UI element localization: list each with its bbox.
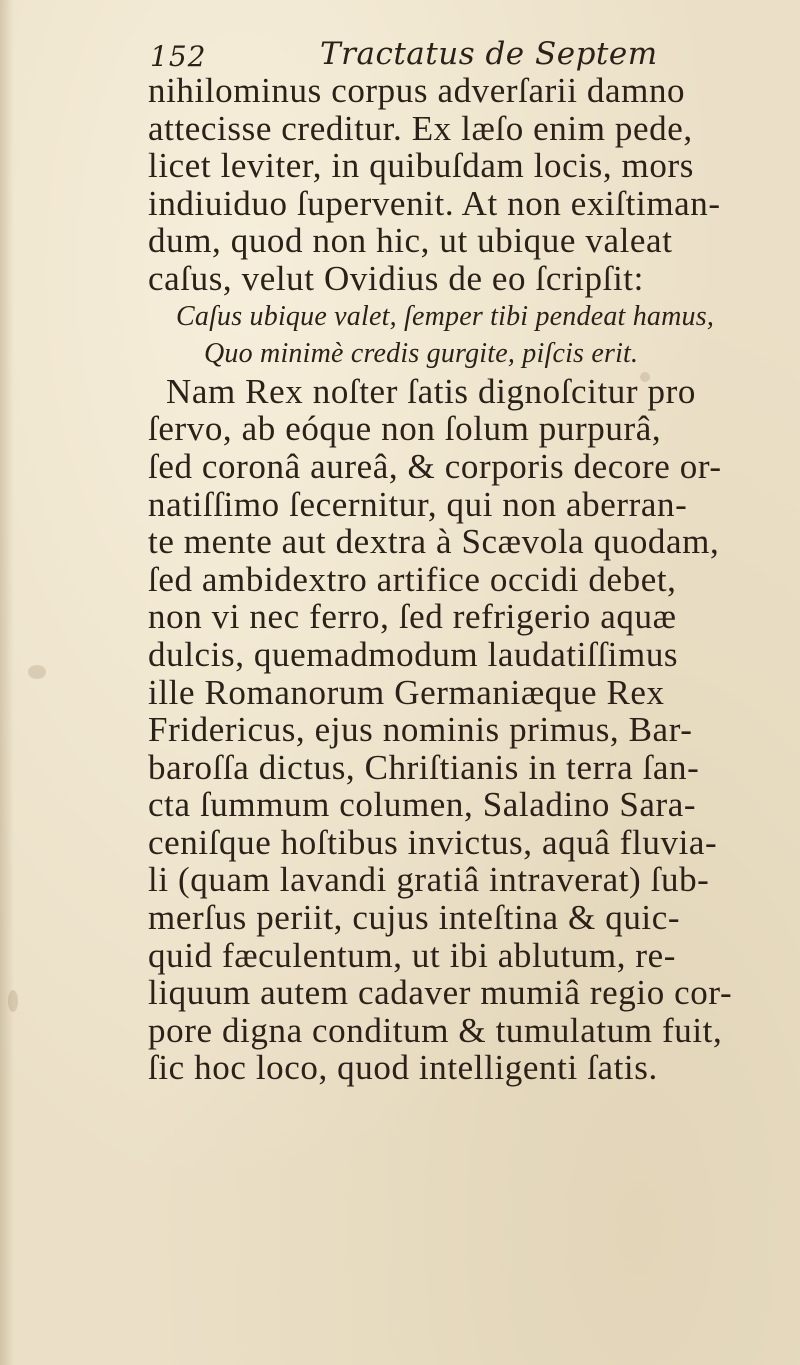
- ink-blot: [28, 665, 46, 679]
- text-line: ceniſque hoſtibus invictus, aquâ fluvia-: [148, 822, 718, 862]
- text-line: ſic hoc loco, quod intelligenti ſatis.: [148, 1048, 658, 1088]
- text-line: licet leviter, in quibuſdam locis, mors: [148, 146, 694, 186]
- ink-blot: [8, 990, 18, 1012]
- text-line: ille Romanorum Germaniæque Rex: [148, 672, 665, 712]
- text-line: dulcis, quemadmodum laudatiſſimus: [148, 634, 679, 674]
- text-line: Fridericus, ejus nominis primus, Bar-: [148, 710, 693, 750]
- text-line: ſed coronâ aureâ, & corporis decore or-: [148, 446, 722, 486]
- running-title: Tractatus de Septem: [320, 36, 658, 72]
- text-line: attecisse creditur. Ex læſo enim pede,: [148, 108, 693, 148]
- page-edge-shadow: [0, 0, 14, 1365]
- ink-blot: [640, 372, 650, 382]
- text-line: Nam Rex noſter ſatis dignoſcitur pro: [166, 371, 696, 411]
- text-line: nihilominus corpus adverſarii damno: [148, 71, 686, 110]
- text-line: li (quam lavandi gratiâ intraverat) ſub-: [148, 860, 710, 900]
- text-line: natiſſimo ſecernitur, qui non aberran-: [148, 484, 688, 524]
- text-line: te mente aut dextra à Scævola quodam,: [148, 522, 720, 562]
- text-line: caſus, velut Ovidius de eo ſcripſit:: [148, 258, 644, 298]
- text-line: non vi nec ferro, ſed refrigerio aquæ: [148, 597, 677, 637]
- verse-line: Caſus ubique valet, ſemper tibi pendeat hamus,: [176, 300, 715, 332]
- text-line: cta ſummum columen, Saladino Sara-: [148, 785, 697, 825]
- text-line: ſed ambidextro artifice occidi debet,: [148, 559, 677, 599]
- text-line: baroſſa dictus, Chriſtianis in terra ſan-: [148, 747, 700, 787]
- text-line: [148, 1125, 778, 1163]
- text-line: ſervo, ab eóque non ſolum purpurâ,: [148, 409, 662, 449]
- text-line: [148, 1087, 778, 1125]
- body-text: [148, 72, 778, 1162]
- page-number: 152: [150, 40, 207, 73]
- verse-line: Quo minimè credis gurgite, piſcis erit.: [204, 338, 639, 370]
- text-line: quid fæculentum, ut ibi ablutum, re-: [148, 935, 677, 975]
- text-line: pore digna conditum & tumulatum fuit,: [148, 1010, 723, 1050]
- text-line: indiuiduo ſupervenit. At non exiſtiman-: [148, 183, 721, 223]
- text-line: merſus periit, cujus inteſtina & quic-: [148, 898, 681, 938]
- text-line: dum, quod non hic, ut ubique valeat: [148, 221, 673, 261]
- text-line: liquum autem cadaver mumiâ regio cor-: [148, 973, 733, 1013]
